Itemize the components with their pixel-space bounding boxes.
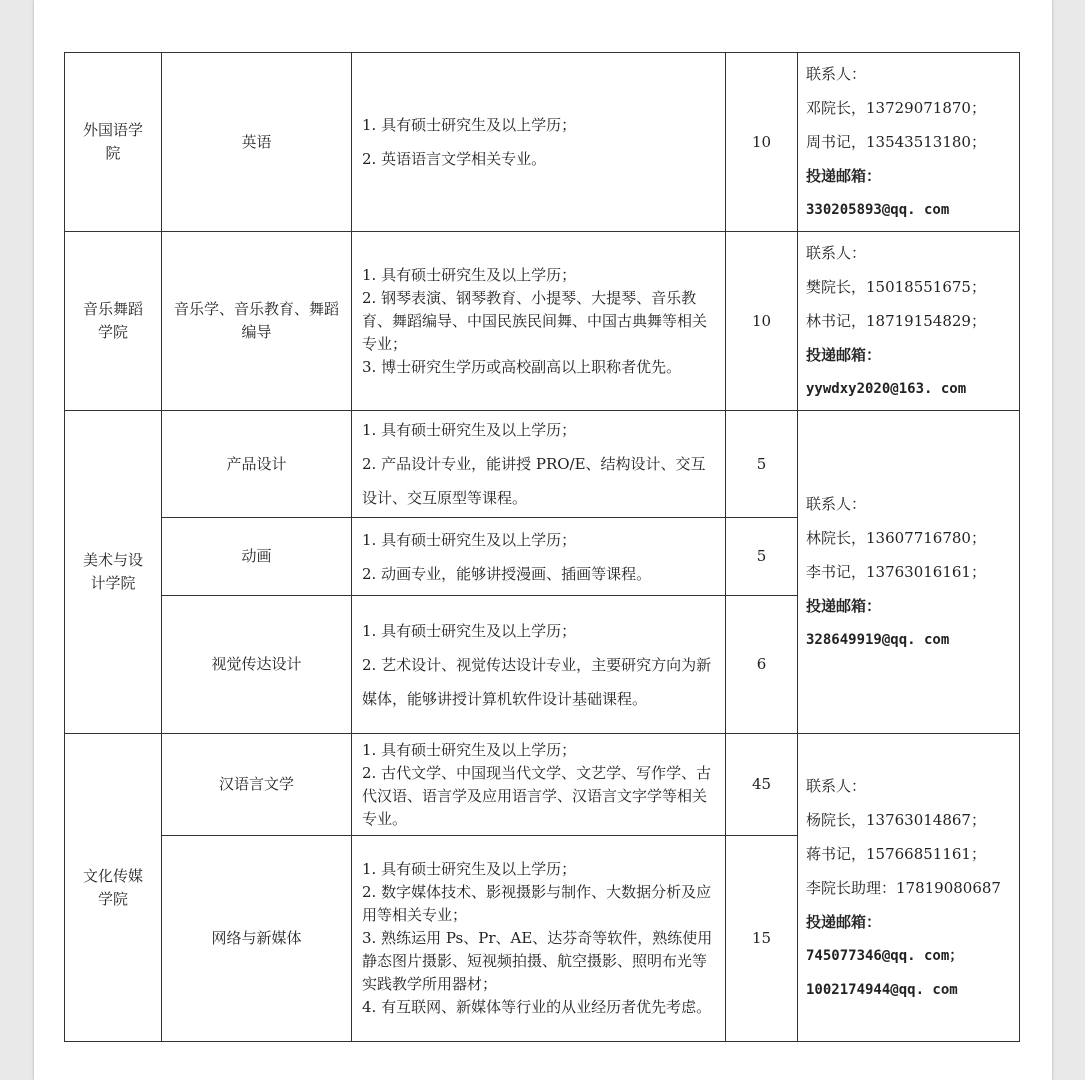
contact-cell — [798, 53, 1020, 232]
count-cell: 5 — [726, 518, 798, 596]
requirement-line: 1. 具有硕士研究生及以上学历； — [362, 530, 577, 549]
count-cell: 6 — [726, 596, 798, 734]
contact-person: 蒋书记，15766851161； — [806, 844, 986, 863]
table-row — [65, 411, 1020, 518]
email-label: 投递邮箱： — [806, 346, 882, 364]
requirements-cell — [352, 596, 726, 734]
count-cell: 15 — [726, 836, 798, 1042]
email-address: 1002174944@qq. com — [806, 981, 958, 998]
contact-label: 联系人： — [806, 776, 867, 795]
major-cell: 英语 — [162, 53, 352, 232]
requirement-line: 1. 具有硕士研究生及以上学历； — [362, 621, 577, 640]
requirement-line: 1. 具有硕士研究生及以上学历； — [362, 265, 577, 284]
major-cell: 音乐学、音乐教育、舞蹈编导 — [162, 232, 352, 411]
major-cell: 视觉传达设计 — [162, 596, 352, 734]
requirements-cell — [352, 734, 726, 836]
contact-person: 林院长，13607716780； — [806, 529, 986, 547]
college-cell: 美术与设计学院 — [65, 411, 162, 734]
major-cell: 汉语言文学 — [162, 734, 352, 836]
requirement-line: 2. 艺术设计、视觉传达设计专业，主要研究方向为新媒体，能够讲授计算机软件设计基础课程。 — [362, 655, 712, 708]
table-row — [65, 734, 1020, 836]
count-cell: 5 — [726, 411, 798, 518]
requirements-cell — [352, 836, 726, 1042]
requirement-line: 2. 英语语言文学相关专业。 — [362, 150, 547, 168]
major-cell: 网络与新媒体 — [162, 836, 352, 1042]
contact-person: 樊院长，15018551675； — [806, 278, 986, 296]
recruitment-table — [64, 52, 1020, 1042]
requirements-cell — [352, 232, 726, 411]
requirement-line: 2. 钢琴表演、钢琴教育、小提琴、大提琴、音乐教育、舞蹈编导、中国民族民间舞、中国古典舞等相关专业； — [362, 288, 708, 353]
requirement-line: 4. 有互联网、新媒体等行业的从业经历者优先考虑。 — [362, 998, 712, 1016]
college-cell: 外国语学院 — [65, 53, 162, 232]
requirement-line: 2. 数字媒体技术、影视摄影与制作、大数据分析及应用等相关专业； — [362, 883, 712, 924]
contact-cell — [798, 734, 1020, 1042]
table-row — [65, 53, 1020, 232]
count-cell: 10 — [726, 53, 798, 232]
requirements-cell — [352, 53, 726, 232]
contact-cell — [798, 232, 1020, 411]
count-cell: 45 — [726, 734, 798, 836]
contact-person: 李书记，13763016161； — [806, 563, 986, 581]
college-cell: 文化传媒学院 — [65, 734, 162, 1042]
requirement-line: 1. 具有硕士研究生及以上学历； — [362, 860, 577, 878]
count-cell: 10 — [726, 232, 798, 411]
contact-person: 林书记，18719154829； — [806, 312, 986, 330]
contact-label: 联系人： — [806, 244, 867, 262]
requirement-line: 2. 古代文学、中国现当代文学、文艺学、写作学、古代汉语、语言学及应用语言学、汉语言文字学等相关专业。 — [362, 763, 712, 828]
email-address: 330205893@qq. com — [806, 202, 950, 218]
requirement-line: 2. 动画专业，能够讲授漫画、插画等课程。 — [362, 564, 652, 583]
requirement-line: 1. 具有硕士研究生及以上学历； — [362, 740, 577, 759]
major-cell: 动画 — [162, 518, 352, 596]
contact-label: 联系人： — [806, 65, 867, 83]
contact-person: 杨院长，13763014867； — [806, 810, 986, 829]
email-address: yywdxy2020@163. com — [806, 381, 967, 397]
email-label: 投递邮箱： — [806, 167, 882, 185]
requirement-line: 3. 博士研究生学历或高校副高以上职称者优先。 — [362, 357, 682, 376]
requirement-line: 3. 熟练运用 Ps、Pr、AE、达芬奇等软件，熟练使用静态图片摄影、短视频拍摄、航空摄影、照明布光等实践教学所用器材； — [362, 929, 713, 993]
email-label: 投递邮箱： — [806, 597, 882, 615]
requirements-cell — [352, 518, 726, 596]
contact-cell — [798, 411, 1020, 734]
requirement-line: 1. 具有硕士研究生及以上学历； — [362, 116, 577, 134]
college-cell: 音乐舞蹈学院 — [65, 232, 162, 411]
table-row — [65, 232, 1020, 411]
contact-label: 联系人： — [806, 495, 867, 513]
contact-person: 李院长助理：17819080687 — [806, 878, 1001, 897]
email-address: 328649919@qq. com — [806, 632, 950, 648]
requirements-cell — [352, 411, 726, 518]
email-label: 投递邮箱： — [806, 912, 882, 931]
contact-person: 邓院长，13729071870； — [806, 99, 986, 117]
requirement-line: 1. 具有硕士研究生及以上学历； — [362, 421, 577, 439]
email-address: 745077346@qq. com； — [806, 947, 964, 964]
requirement-line: 2. 产品设计专业，能讲授 PRO/E、结构设计、交互设计、交互原型等课程。 — [362, 455, 706, 507]
contact-person: 周书记，13543513180； — [806, 133, 986, 151]
major-cell: 产品设计 — [162, 411, 352, 518]
